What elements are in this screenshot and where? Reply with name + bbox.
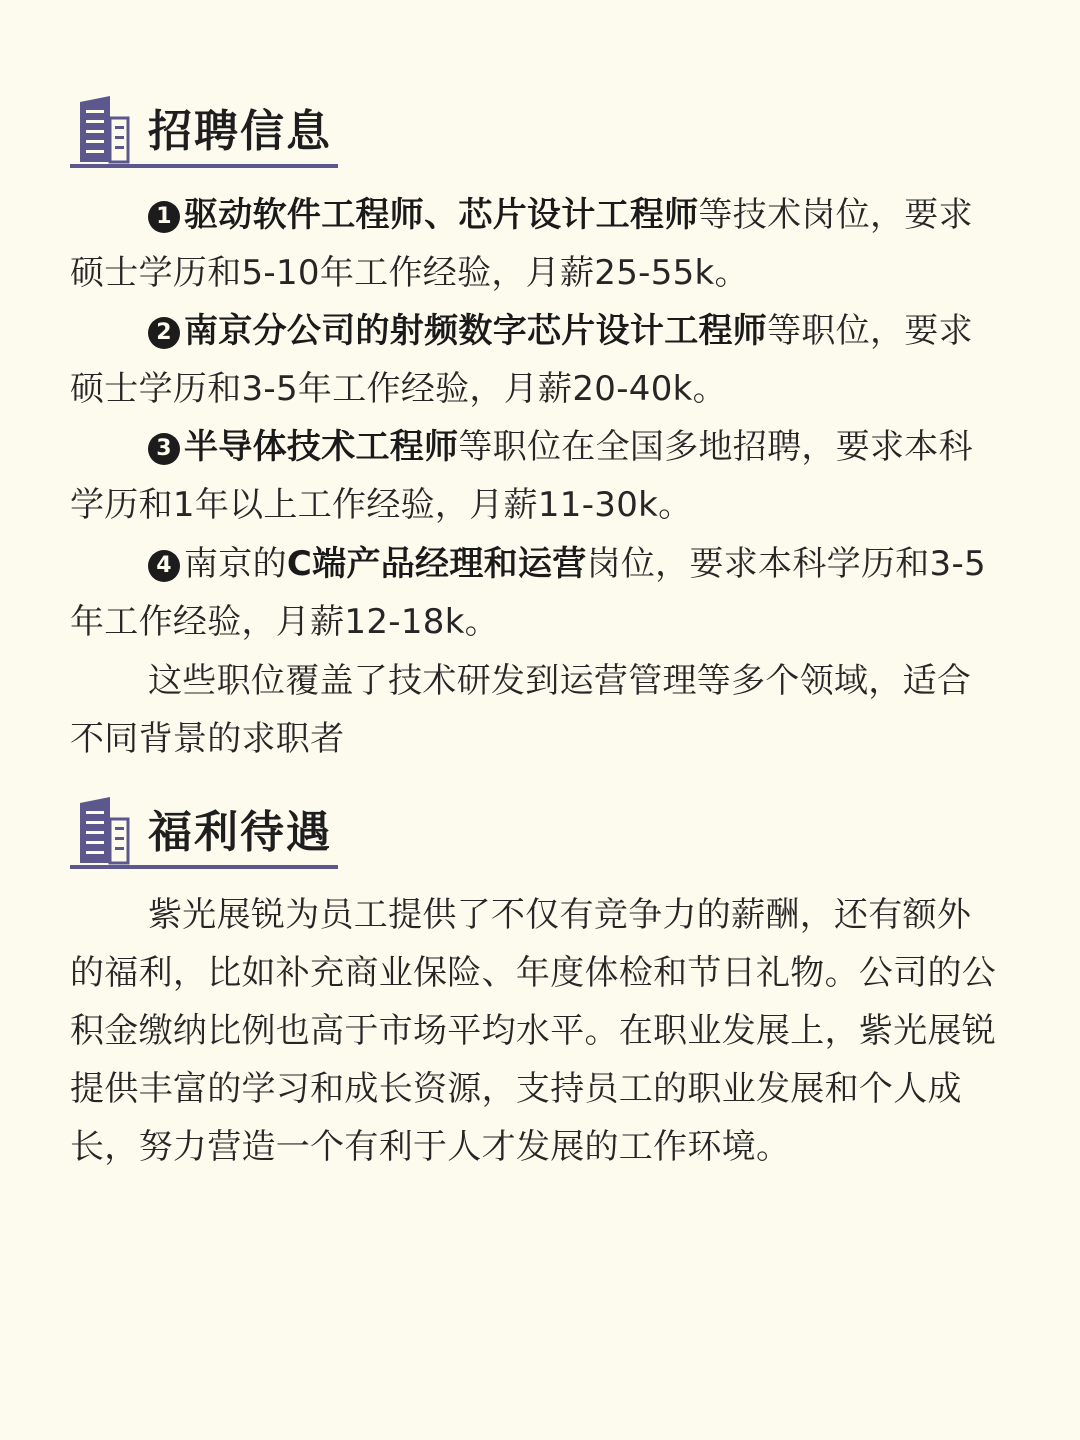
job-title: C端产品经理和运营 bbox=[286, 544, 587, 584]
benefits-heading bbox=[70, 797, 340, 877]
number-badge: 3 bbox=[148, 433, 180, 465]
building-icon bbox=[76, 96, 132, 166]
job-item-4 bbox=[70, 535, 1005, 651]
section-title: 福利待遇 bbox=[148, 807, 332, 858]
job-details: 等职位，要求硕士学历和3-5年工作经验，月薪20-40k。 bbox=[70, 311, 973, 409]
number-badge: 1 bbox=[148, 201, 180, 233]
job-details: 等职位在全国多地招聘，要求本科学历和1年以上工作经验，月薪11-30k。 bbox=[70, 427, 973, 525]
building-icon bbox=[76, 797, 132, 867]
number-badge: 2 bbox=[148, 317, 180, 349]
job-title: 半导体技术工程师 bbox=[184, 427, 459, 467]
heading-underline bbox=[70, 164, 338, 168]
job-title: 驱动软件工程师、芯片设计工程师 bbox=[184, 195, 699, 235]
job-item-1 bbox=[70, 186, 1005, 302]
job-title: 南京分公司的射频数字芯片设计工程师 bbox=[184, 311, 768, 351]
job-details: 岗位，要求本科学历和3-5年工作经验，月薪12-18k。 bbox=[70, 544, 986, 642]
recruitment-heading bbox=[70, 96, 340, 176]
job-item-2 bbox=[70, 302, 1005, 418]
job-prefix: 南京的 bbox=[184, 544, 287, 584]
heading-underline bbox=[70, 865, 338, 869]
job-item-3 bbox=[70, 418, 1005, 534]
job-details: 等技术岗位，要求硕士学历和5-10年工作经验，月薪25-55k。 bbox=[70, 195, 973, 293]
number-badge: 4 bbox=[148, 550, 180, 582]
recruitment-summary: 这些职位覆盖了技术研发到运营管理等多个领域，适合不同背景的求职者 bbox=[70, 661, 972, 759]
benefits-body: 紫光展锐为员工提供了不仅有竞争力的薪酬，还有额外的福利，比如补充商业保险、年度体检和节日礼物。公司的公积金缴纳比例也高于市场平均水平。在职业发展上，紫光展锐提供丰富的学习和成长资源，支持员工的职业发展和个人成长，努力营造一个有利于人才发展的工作环境。 bbox=[70, 895, 997, 1167]
section-title: 招聘信息 bbox=[148, 106, 332, 157]
